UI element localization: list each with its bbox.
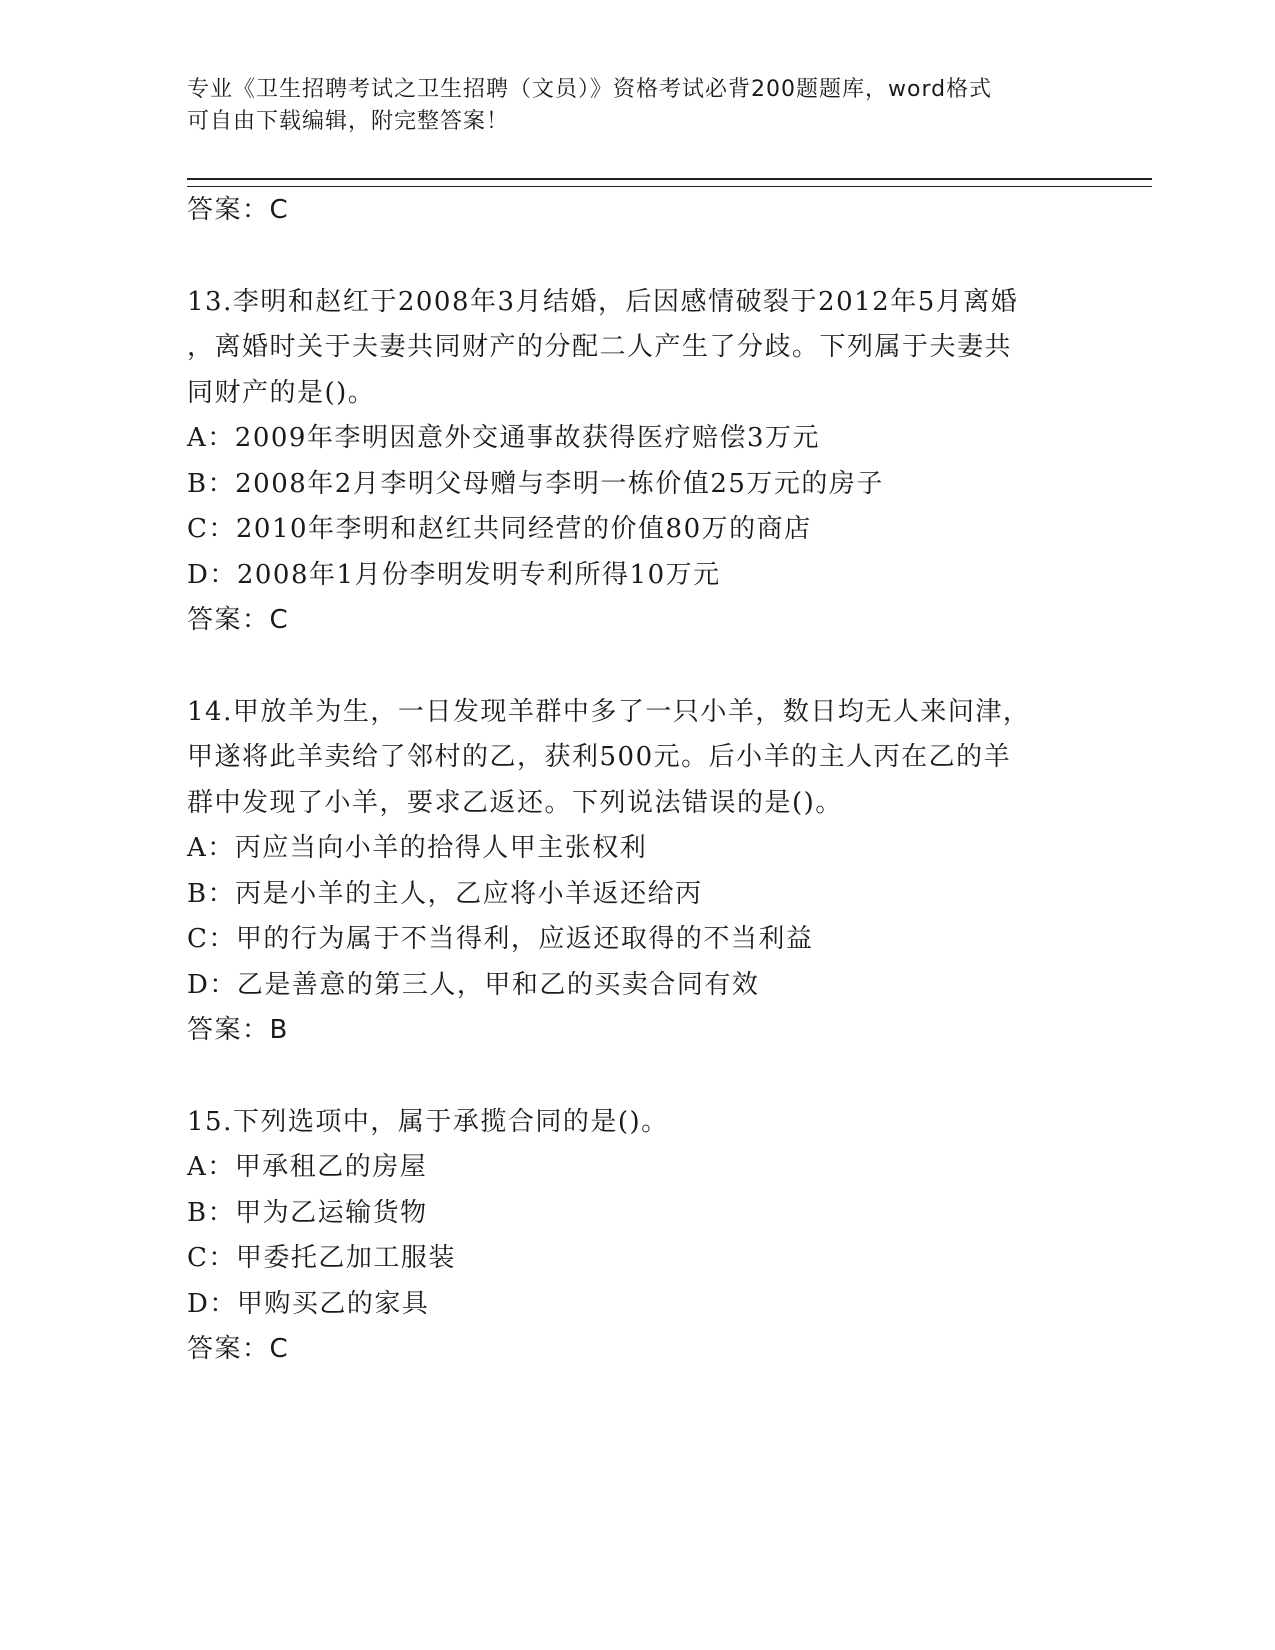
- option-b: B：甲为乙运输货物: [187, 1197, 428, 1228]
- question-text-line: ，离婚时关于夫妻共同财产的分配二人产生了分歧。下列属于夫妻共: [187, 332, 1013, 362]
- option-c: C：甲的行为属于不当得利，应返还取得的不当利益: [187, 924, 814, 954]
- option-b: B：丙是小羊的主人，乙应将小羊返还给丙: [187, 878, 703, 909]
- option-c: C：2010年李明和赵红共同经营的价值80万的商店: [187, 514, 812, 544]
- answer: 答案：B: [187, 1015, 289, 1045]
- spacer: [187, 1054, 1087, 1100]
- option-d: D：2008年1月份李明发明专利所得10万元: [187, 559, 721, 590]
- answer: 答案：C: [187, 1334, 290, 1364]
- spacer: [187, 644, 1087, 690]
- option-d: D：甲购买乙的家具: [187, 1288, 430, 1319]
- question-15: [187, 1100, 1087, 1373]
- header-line-1: 专业《卫生招聘考试之卫生招聘（文员）》资格考试必背200题题库，word格式: [187, 77, 993, 102]
- option-d: D：乙是善意的第三人，甲和乙的买卖合同有效: [187, 969, 760, 1000]
- option-c: C：甲委托乙加工服装: [187, 1243, 456, 1273]
- option-a: A：2009年李明因意外交通事故获得医疗赔偿3万元: [187, 423, 820, 453]
- question-text-line: 群中发现了小羊，要求乙返还。下列说法错误的是()。: [187, 787, 843, 818]
- question-text-line: 甲遂将此羊卖给了邻村的乙，获利500元。后小羊的主人丙在乙的羊: [187, 742, 1012, 772]
- question-text-line: 14.甲放羊为生，一日发现羊群中多了一只小羊，数日均无人来问津，: [187, 696, 1031, 727]
- document-body: [187, 188, 1087, 1373]
- spacer: [187, 234, 1087, 280]
- header-divider: [187, 178, 1152, 187]
- answer: 答案：C: [187, 605, 290, 635]
- document-header: [187, 74, 1087, 138]
- option-b: B：2008年2月李明父母赠与李明一栋价值25万元的房子: [187, 468, 884, 499]
- question-text-line: 同财产的是()。: [187, 377, 376, 408]
- header-line-2: 可自由下载编辑，附完整答案！: [187, 109, 510, 134]
- question-13: [187, 280, 1087, 644]
- option-a: A：甲承租乙的房屋: [187, 1152, 428, 1182]
- question-text-line: 15.下列选项中，属于承揽合同的是()。: [187, 1106, 669, 1137]
- answer-12: 答案：C: [187, 195, 290, 225]
- question-text-line: 13.李明和赵红于2008年3月结婚，后因感情破裂于2012年5月离婚: [187, 286, 1019, 317]
- question-14: [187, 690, 1087, 1054]
- option-a: A：丙应当向小羊的拾得人甲主张权利: [187, 833, 648, 863]
